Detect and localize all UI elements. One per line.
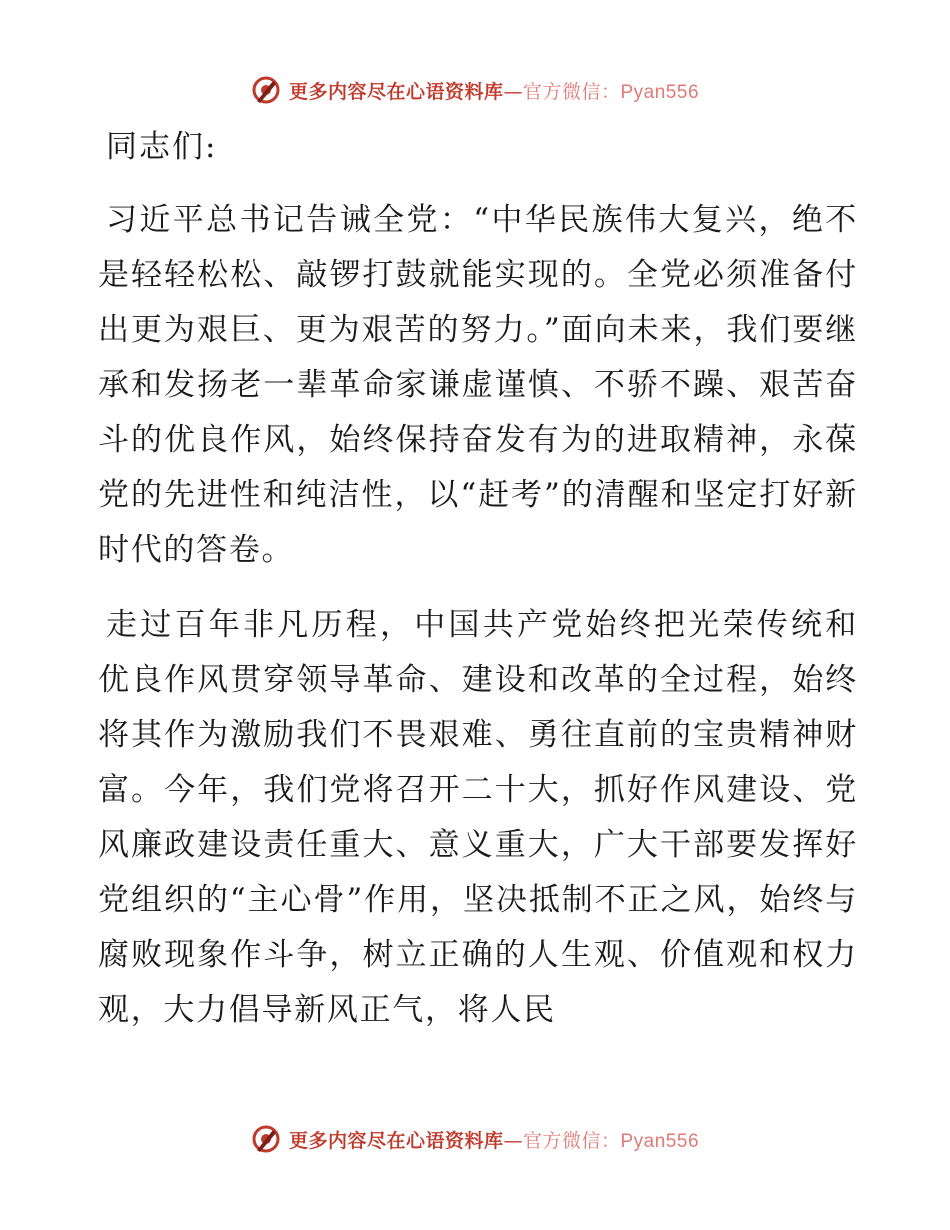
watermark-promo: 更多内容尽在心语资料库 — [288, 80, 504, 103]
watermark-text — [289, 1126, 699, 1153]
greeting: 同志们: — [106, 129, 218, 165]
watermark-wechat-id: Pyan556 — [620, 81, 700, 103]
pen-circle-logo-icon — [251, 75, 281, 105]
watermark-promo: 更多内容尽在心语资料库 — [288, 1129, 504, 1152]
watermark-separator: — — [503, 1129, 523, 1152]
pen-circle-logo-icon — [251, 1124, 281, 1154]
watermark-separator: — — [503, 80, 523, 103]
paragraph-2: 走过百年非凡历程，中国共产党始终把光荣传统和优良作风贯穿领导革命、建设和改革的全过程，始终将其作为激励我们不畏艰难、勇往直前的宝贵精神财富。今年，我们党将召开二十大，抓好作风建设、党风廉政建设责任重大、意义重大，广大干部要发挥好党组织的“主心骨”作用，坚决抵制不正之风，始终与腐败现象作斗争，树立正确的人生观、价值观和权力观，大力倡导新风正气，将人民 — [98, 607, 858, 1028]
watermark-wechat-label: 官方微信： — [522, 1129, 621, 1152]
watermark-text — [289, 77, 699, 104]
watermark-wechat-id: Pyan556 — [620, 1130, 700, 1152]
document-body — [98, 120, 858, 1038]
watermark-wechat-label: 官方微信： — [522, 80, 621, 103]
header-watermark — [0, 72, 950, 108]
footer-watermark — [0, 1121, 950, 1157]
paragraph-1: 习近平总书记告诫全党：“中华民族伟大复兴，绝不是轻轻松松、敲锣打鼓就能实现的。全党必须准备付出更为艰巨、更为艰苦的努力。”面向未来，我们要继承和发扬老一辈革命家谦虚谨慎、不骄不躁、艰苦奋斗的优良作风，始终保持奋发有为的进取精神，永葆党的先进性和纯洁性，以“赶考”的清醒和坚定打好新时代的答卷。 — [98, 202, 858, 568]
